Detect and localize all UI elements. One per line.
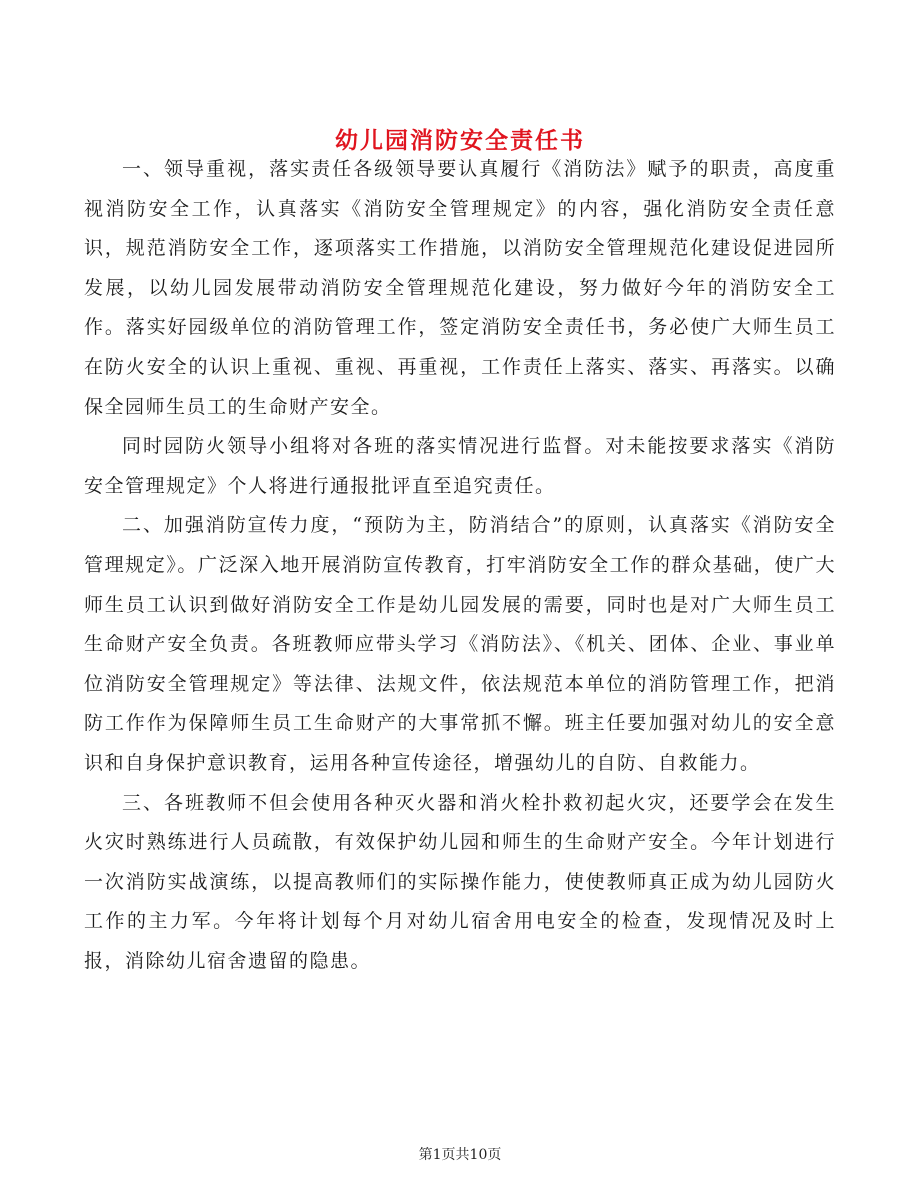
paragraph-1: 一、领导重视，落实责任各级领导要认真履行《消防法》赋予的职责，高度重视消防安全工作，认真落实《消防安全管理规定》的内容，强化消防安全责任意识，规范消防安全工作，逐项落实工作措施，以消防安全管理规范化建设促进园所发展，以幼儿园发展带动消防安全管理规范化建设，努力做好今年的消防安全工作。落实好园级单位的消防管理工作，签定消防安全责任书，务必使广大师生员工在防火安全的认识上重视、重视、再重视，工作责任上落实、落实、再落实。以确保全园师生员工的生命财产安全。 (84, 158, 836, 418)
document-body (84, 150, 836, 981)
page-number-footer: 第1页共10页 (418, 1147, 502, 1163)
paragraph-3: 二、加强消防宣传力度，“预防为主，防消结合”的原则，认真落实《消防安全管理规定》。广泛深入地开展消防宣传教育，打牢消防安全工作的群众基础，使广大师生员工认识到做好消防安全工作是幼儿园发展的需要，同时也是对广大师生员工生命财产安全负责。各班教师应带头学习《消防法》、《机关、团体、企业、事业单位消防安全管理规定》等法律、法规文件，依法规范本单位的消防管理工作，把消防工作作为保障师生员工生命财产的大事常抓不懈。班主任要加强对幼儿的安全意识和自身保护意识教育，运用各种宣传途径，增强幼儿的自防、自救能力。 (84, 514, 836, 774)
document-title: 幼儿园消防安全责任书 (335, 127, 585, 155)
paragraph-4: 三、各班教师不但会使用各种灭火器和消火栓扑救初起火灾，还要学会在发生火灾时熟练进行人员疏散，有效保护幼儿园和师生的生命财产安全。今年计划进行一次消防实战演练，以提高教师们的实际操作能力，使使教师真正成为幼儿园防火工作的主力军。今年将计划每个月对幼儿宿舍用电安全的检查，发现情况及时上报，消除幼儿宿舍遗留的隐患。 (84, 791, 836, 972)
paragraph-2: 同时园防火领导小组将对各班的落实情况进行监督。对未能按要求落实《消防安全管理规定》个人将进行通报批评直至追究责任。 (84, 435, 836, 497)
